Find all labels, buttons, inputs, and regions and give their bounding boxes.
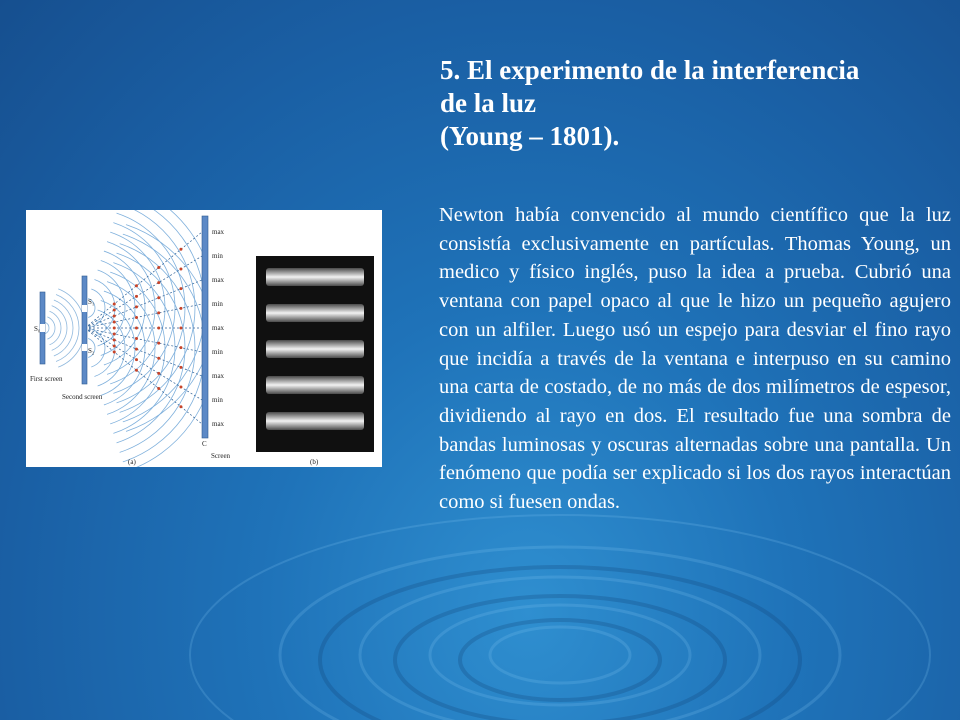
screen-mark-label: max [212, 276, 225, 284]
body-paragraph: Newton había convencido al mundo científico que la luz consistía exclusivamente en partículas. Thomas Young, un medico y físico inglés, puso la idea a prueba. Cubrió una ventana con papel opaco al que le hizo un pequeño agujero con un alfiler. Luego usó un espejo para desviar el fino rayo que incidía a través de la ventana e interpuso en su camino una carta de costado, de no más de dos milímetros de espesor, dividiendo al rayo en dos. El resultado fue una sombra de bandas luminosas y oscuras alternadas sobre una pantalla. Un fenómeno que podía ser explicado si los dos rayos interactúan como si fuesen ondas. [439, 204, 951, 514]
title-line-2: de la luz [440, 88, 537, 118]
label-c: C [202, 440, 207, 448]
screen-mark-label: min [212, 396, 223, 404]
title-line-1: 5. El experimento de la interferencia [440, 55, 860, 85]
label-panel-a: (a) [128, 458, 136, 466]
screen-mark-label: min [212, 348, 223, 356]
label-s2: S₂ [88, 347, 95, 355]
screen-mark-label: max [212, 324, 225, 332]
label-second-screen: Second screen [62, 393, 103, 401]
screen-mark-label: min [212, 300, 223, 308]
label-first-screen: First screen [30, 375, 63, 383]
screen-mark-label: min [212, 252, 223, 260]
label-s1: S₁ [88, 298, 95, 306]
label-panel-b: (b) [310, 458, 319, 466]
label-screen: Screen [211, 452, 231, 460]
title-line-3: (Young – 1801). [440, 121, 620, 151]
screen-mark-label: max [212, 420, 225, 428]
second-screen-bar [82, 276, 87, 384]
viewing-screen-bar [202, 216, 208, 438]
young-experiment-figure [26, 210, 382, 467]
screen-mark-label: max [212, 228, 225, 236]
slide-title [440, 54, 950, 153]
double-slit-diagram [26, 210, 382, 467]
screen-mark-label: max [212, 372, 225, 380]
label-s0: S₀ [34, 325, 41, 333]
